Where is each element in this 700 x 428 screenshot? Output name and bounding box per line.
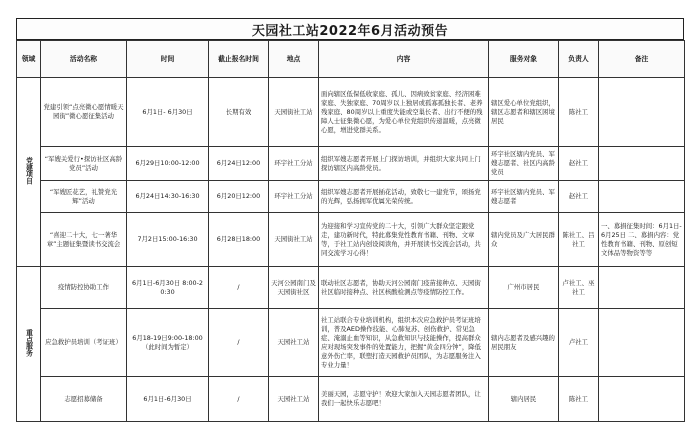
- cell-target: 辖内党员及广大居民群众: [489, 213, 559, 267]
- cell-content: 为迎接和学习宣传党的二十大，引领广大群众坚定跟党走，建功新时代，特此募集党性教育书籍、刊物、文章等，于社工站内创设阅读角，并开展读书交流会活动，共同交流学习心得！: [319, 213, 489, 267]
- table-row: [17, 181, 685, 213]
- cell-note: [599, 78, 685, 147]
- header-time: 时间: [127, 41, 209, 78]
- activity-sheet: [16, 18, 684, 420]
- document-title: 天园社工站2022年6月活动预告: [16, 18, 684, 40]
- cell-note: [599, 309, 685, 377]
- cell-name: 应急救护员培训（考证班）: [41, 309, 127, 377]
- category-key: 重点服务: [17, 267, 41, 422]
- cell-deadline: /: [209, 377, 269, 422]
- cell-note: [599, 147, 685, 181]
- cell-time: 6月24日14:30-16:30: [127, 181, 209, 213]
- table-row: [17, 78, 685, 147]
- header-deadline: 截止报名时间: [209, 41, 269, 78]
- cell-name: 疫情防控协助工作: [41, 267, 127, 309]
- cell-target: 广州市居民: [489, 267, 559, 309]
- cell-deadline: 6月20日12:00: [209, 181, 269, 213]
- cell-deadline: /: [209, 309, 269, 377]
- cell-name: “军嫂匠花艺，礼赞党光辉”活动: [41, 181, 127, 213]
- cell-time: 6月1日-6月30日 8:00-20:30: [127, 267, 209, 309]
- table-row: [17, 267, 685, 309]
- cell-place: 天园社工站: [269, 309, 319, 377]
- cell-note: [599, 267, 685, 309]
- table-row: [17, 377, 685, 422]
- cell-deadline: 长期有效: [209, 78, 269, 147]
- table-row: [17, 213, 685, 267]
- cell-target: 环宇社区辖内党员、军嫂志愿者、社区内高龄党员: [489, 147, 559, 181]
- header-note: 备注: [599, 41, 685, 78]
- cell-name: 志愿招募储备: [41, 377, 127, 422]
- cell-time: 6月29日10:00-12:00: [127, 147, 209, 181]
- cell-owner: 赵社工: [559, 181, 599, 213]
- cell-time: 6月18-19日9:00-18:00（此时间为暂定）: [127, 309, 209, 377]
- cell-deadline: 6月28日18:00: [209, 213, 269, 267]
- cell-place: 天园社工站: [269, 377, 319, 422]
- cell-target: 辖内居民: [489, 377, 559, 422]
- cell-deadline: /: [209, 267, 269, 309]
- header-content: 内容: [319, 41, 489, 78]
- cell-time: 6月1日-6月30日: [127, 377, 209, 422]
- cell-content: 社工站联合专业培训机构，组织本次应急救护员考证班培训，普及AED操作技能、心肺复苏、创伤救护、常见急症、淹溺止血等知识，从急救知识与技能操作，提高群众应对现场突发事件的处置能力，把握“黄金四分钟”，降低意外伤亡率，联塑打造天园救护员团队，为志愿服务注入专业力量！: [319, 309, 489, 377]
- table-row: [17, 147, 685, 181]
- header-domain: 领域: [17, 41, 41, 78]
- cell-name: 党建引领“点亮微心愿情暖天园街”微心愿征集活动: [41, 78, 127, 147]
- header-owner: 负责人: [559, 41, 599, 78]
- cell-owner: 卢社工: [559, 309, 599, 377]
- cell-target: 辖内志愿者及感兴趣的居民朋友: [489, 309, 559, 377]
- header-target: 服务对象: [489, 41, 559, 78]
- cell-place: 天园街社工站: [269, 213, 319, 267]
- cell-deadline: 6月24日12:00: [209, 147, 269, 181]
- cell-owner: 陈社工、吕社工: [559, 213, 599, 267]
- cell-content: 联动社区志愿者，协助天河公园南门疫苗接种点、天园街社区临时接种点、社区核酸检测点等疫情防控工作。: [319, 267, 489, 309]
- table-row: [17, 309, 685, 377]
- header-activity-name: 活动名称: [41, 41, 127, 78]
- cell-content: 面向辖区低保低收家庭、孤儿、因病致贫家庭、经济困难家庭、失独家庭、70周岁以上独居或孤寡孤独长者、老养残家庭、80周岁以上重度失能或空巢长者、出行不便的残障人士征集微心愿，为爱心单位党组织传递温暖，点亮微心愿，增进党群关系。: [319, 78, 489, 147]
- cell-owner: 赵社工: [559, 147, 599, 181]
- cell-owner: 卢社工、巫社工: [559, 267, 599, 309]
- cell-name: “喜迎二十大，七一著华章”主题征集暨读书交流会: [41, 213, 127, 267]
- cell-name: “军嫂关爱行•探访社区高龄党员”活动: [41, 147, 127, 181]
- cell-note: [599, 181, 685, 213]
- header-place: 地点: [269, 41, 319, 78]
- cell-place: 环宇社工分站: [269, 181, 319, 213]
- cell-content: 组织军嫂志愿者开展上门探访培训，并组织大家共同上门探访辖区内高龄党员。: [319, 147, 489, 181]
- cell-content: 组织军嫂志愿者开展插花活动，致敬七一建党节，颂扬党的光辉，弘扬拥军优属光荣传统。: [319, 181, 489, 213]
- header-row: [17, 41, 685, 78]
- cell-owner: 陈社工: [559, 377, 599, 422]
- cell-content: 美丽天园，志愿守护！欢迎大家加入天园志愿者团队，让我们一起快乐志愿吧！: [319, 377, 489, 422]
- cell-target: 环宇社区辖内党员、军嫂志愿者: [489, 181, 559, 213]
- cell-place: 天园街社工站: [269, 78, 319, 147]
- cell-note: [599, 377, 685, 422]
- cell-target: 辖区爱心单位党组织，辖区志愿者和辖区困境居民: [489, 78, 559, 147]
- cell-place: 环宇社工分站: [269, 147, 319, 181]
- activity-table: [16, 40, 685, 422]
- cell-time: 7月2日15:00-16:30: [127, 213, 209, 267]
- cell-owner: 陈社工: [559, 78, 599, 147]
- cell-place: 天河公园南门及天园街社区: [269, 267, 319, 309]
- category-party: 党建项目: [17, 78, 41, 267]
- cell-time: 6月1日- 6月30日: [127, 78, 209, 147]
- cell-note: 一、募捐征集时间：6月1日-6月25日 二、募捐内容：党性教育书籍、刊物、原创短文体品等物资等等: [599, 213, 685, 267]
